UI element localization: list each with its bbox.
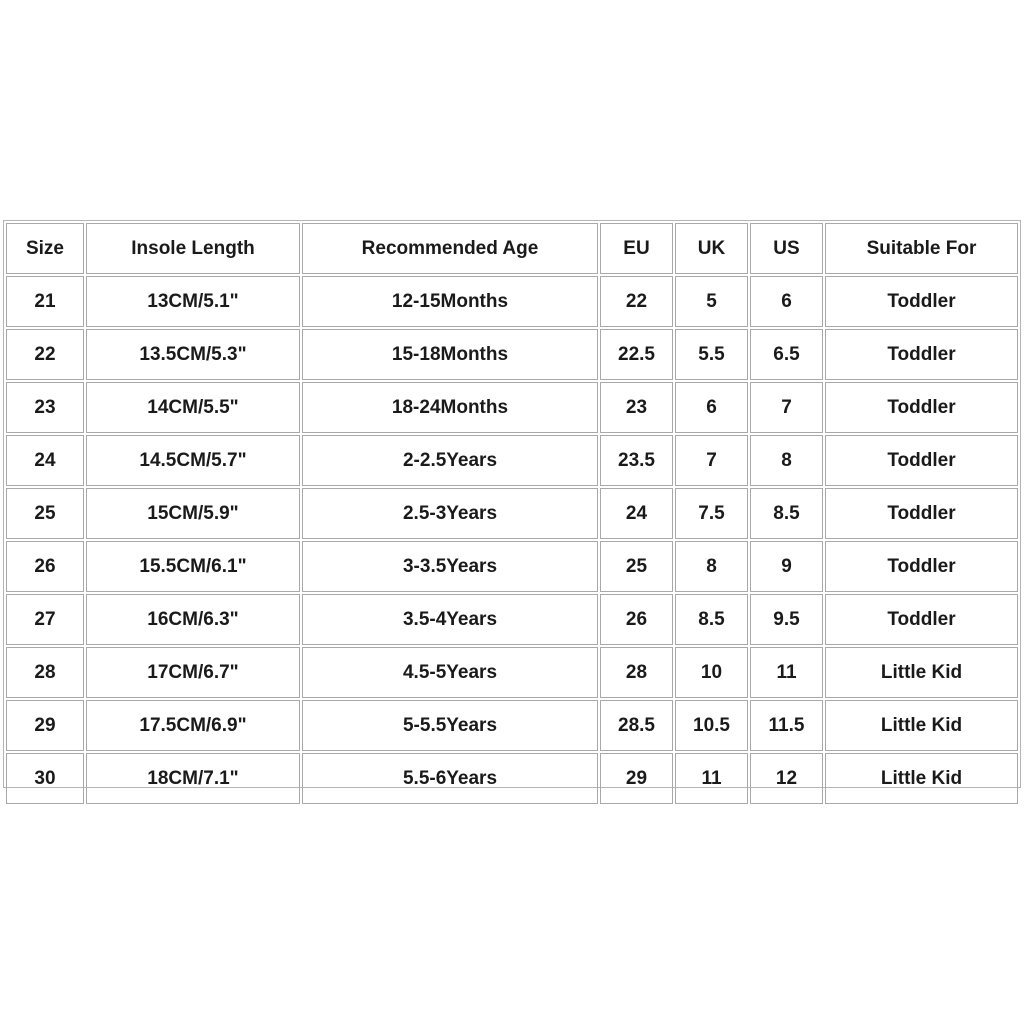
cell-recommended-age: 5-5.5Years	[302, 700, 598, 751]
size-chart	[3, 220, 1021, 788]
cell-recommended-age: 12-15Months	[302, 276, 598, 327]
cell-size: 23	[6, 382, 84, 433]
cell-size: 25	[6, 488, 84, 539]
cell-insole-length: 13.5CM/5.3"	[86, 329, 300, 380]
cell-suitable-for: Toddler	[825, 488, 1018, 539]
size-table	[4, 221, 1020, 806]
cell-size: 21	[6, 276, 84, 327]
cell-recommended-age: 18-24Months	[302, 382, 598, 433]
cell-us: 12	[750, 753, 823, 804]
cell-recommended-age: 3.5-4Years	[302, 594, 598, 645]
cell-eu: 22.5	[600, 329, 673, 380]
header-eu: EU	[600, 223, 673, 274]
table-row	[6, 700, 1018, 751]
cell-suitable-for: Toddler	[825, 382, 1018, 433]
table-row	[6, 276, 1018, 327]
cell-insole-length: 14CM/5.5"	[86, 382, 300, 433]
cell-us: 7	[750, 382, 823, 433]
cell-eu: 28.5	[600, 700, 673, 751]
cell-suitable-for: Toddler	[825, 594, 1018, 645]
header-row	[6, 223, 1018, 274]
cell-insole-length: 17CM/6.7"	[86, 647, 300, 698]
cell-recommended-age: 15-18Months	[302, 329, 598, 380]
cell-insole-length: 15CM/5.9"	[86, 488, 300, 539]
cell-eu: 24	[600, 488, 673, 539]
table-row	[6, 753, 1018, 804]
cell-insole-length: 18CM/7.1"	[86, 753, 300, 804]
cell-us: 9.5	[750, 594, 823, 645]
cell-recommended-age: 5.5-6Years	[302, 753, 598, 804]
header-recommended-age: Recommended Age	[302, 223, 598, 274]
cell-us: 11.5	[750, 700, 823, 751]
cell-insole-length: 16CM/6.3"	[86, 594, 300, 645]
header-suitable-for: Suitable For	[825, 223, 1018, 274]
cell-insole-length: 15.5CM/6.1"	[86, 541, 300, 592]
cell-eu: 23.5	[600, 435, 673, 486]
cell-us: 6.5	[750, 329, 823, 380]
cell-size: 24	[6, 435, 84, 486]
cell-us: 6	[750, 276, 823, 327]
header-uk: UK	[675, 223, 748, 274]
cell-us: 8.5	[750, 488, 823, 539]
cell-size: 28	[6, 647, 84, 698]
cell-uk: 8.5	[675, 594, 748, 645]
cell-suitable-for: Toddler	[825, 276, 1018, 327]
cell-recommended-age: 2-2.5Years	[302, 435, 598, 486]
header-insole-length: Insole Length	[86, 223, 300, 274]
cell-insole-length: 17.5CM/6.9"	[86, 700, 300, 751]
cell-uk: 5	[675, 276, 748, 327]
cell-size: 22	[6, 329, 84, 380]
cell-suitable-for: Toddler	[825, 541, 1018, 592]
cell-eu: 25	[600, 541, 673, 592]
table-row	[6, 435, 1018, 486]
table-row	[6, 541, 1018, 592]
cell-size: 27	[6, 594, 84, 645]
cell-uk: 8	[675, 541, 748, 592]
cell-insole-length: 13CM/5.1"	[86, 276, 300, 327]
cell-us: 11	[750, 647, 823, 698]
cell-recommended-age: 4.5-5Years	[302, 647, 598, 698]
cell-size: 26	[6, 541, 84, 592]
table-row	[6, 594, 1018, 645]
cell-insole-length: 14.5CM/5.7"	[86, 435, 300, 486]
cell-suitable-for: Toddler	[825, 329, 1018, 380]
cell-eu: 22	[600, 276, 673, 327]
table-body	[6, 276, 1018, 804]
table-row	[6, 329, 1018, 380]
cell-eu: 29	[600, 753, 673, 804]
cell-suitable-for: Little Kid	[825, 753, 1018, 804]
cell-uk: 7.5	[675, 488, 748, 539]
cell-us: 8	[750, 435, 823, 486]
cell-uk: 5.5	[675, 329, 748, 380]
table-row	[6, 647, 1018, 698]
cell-recommended-age: 3-3.5Years	[302, 541, 598, 592]
table-row	[6, 488, 1018, 539]
cell-eu: 23	[600, 382, 673, 433]
cell-uk: 6	[675, 382, 748, 433]
cell-uk: 10.5	[675, 700, 748, 751]
header-size: Size	[6, 223, 84, 274]
table-row	[6, 382, 1018, 433]
cell-uk: 11	[675, 753, 748, 804]
cell-suitable-for: Little Kid	[825, 700, 1018, 751]
cell-us: 9	[750, 541, 823, 592]
cell-eu: 26	[600, 594, 673, 645]
cell-uk: 7	[675, 435, 748, 486]
cell-size: 29	[6, 700, 84, 751]
cell-recommended-age: 2.5-3Years	[302, 488, 598, 539]
cell-size: 30	[6, 753, 84, 804]
cell-suitable-for: Little Kid	[825, 647, 1018, 698]
cell-suitable-for: Toddler	[825, 435, 1018, 486]
cell-eu: 28	[600, 647, 673, 698]
header-us: US	[750, 223, 823, 274]
cell-uk: 10	[675, 647, 748, 698]
